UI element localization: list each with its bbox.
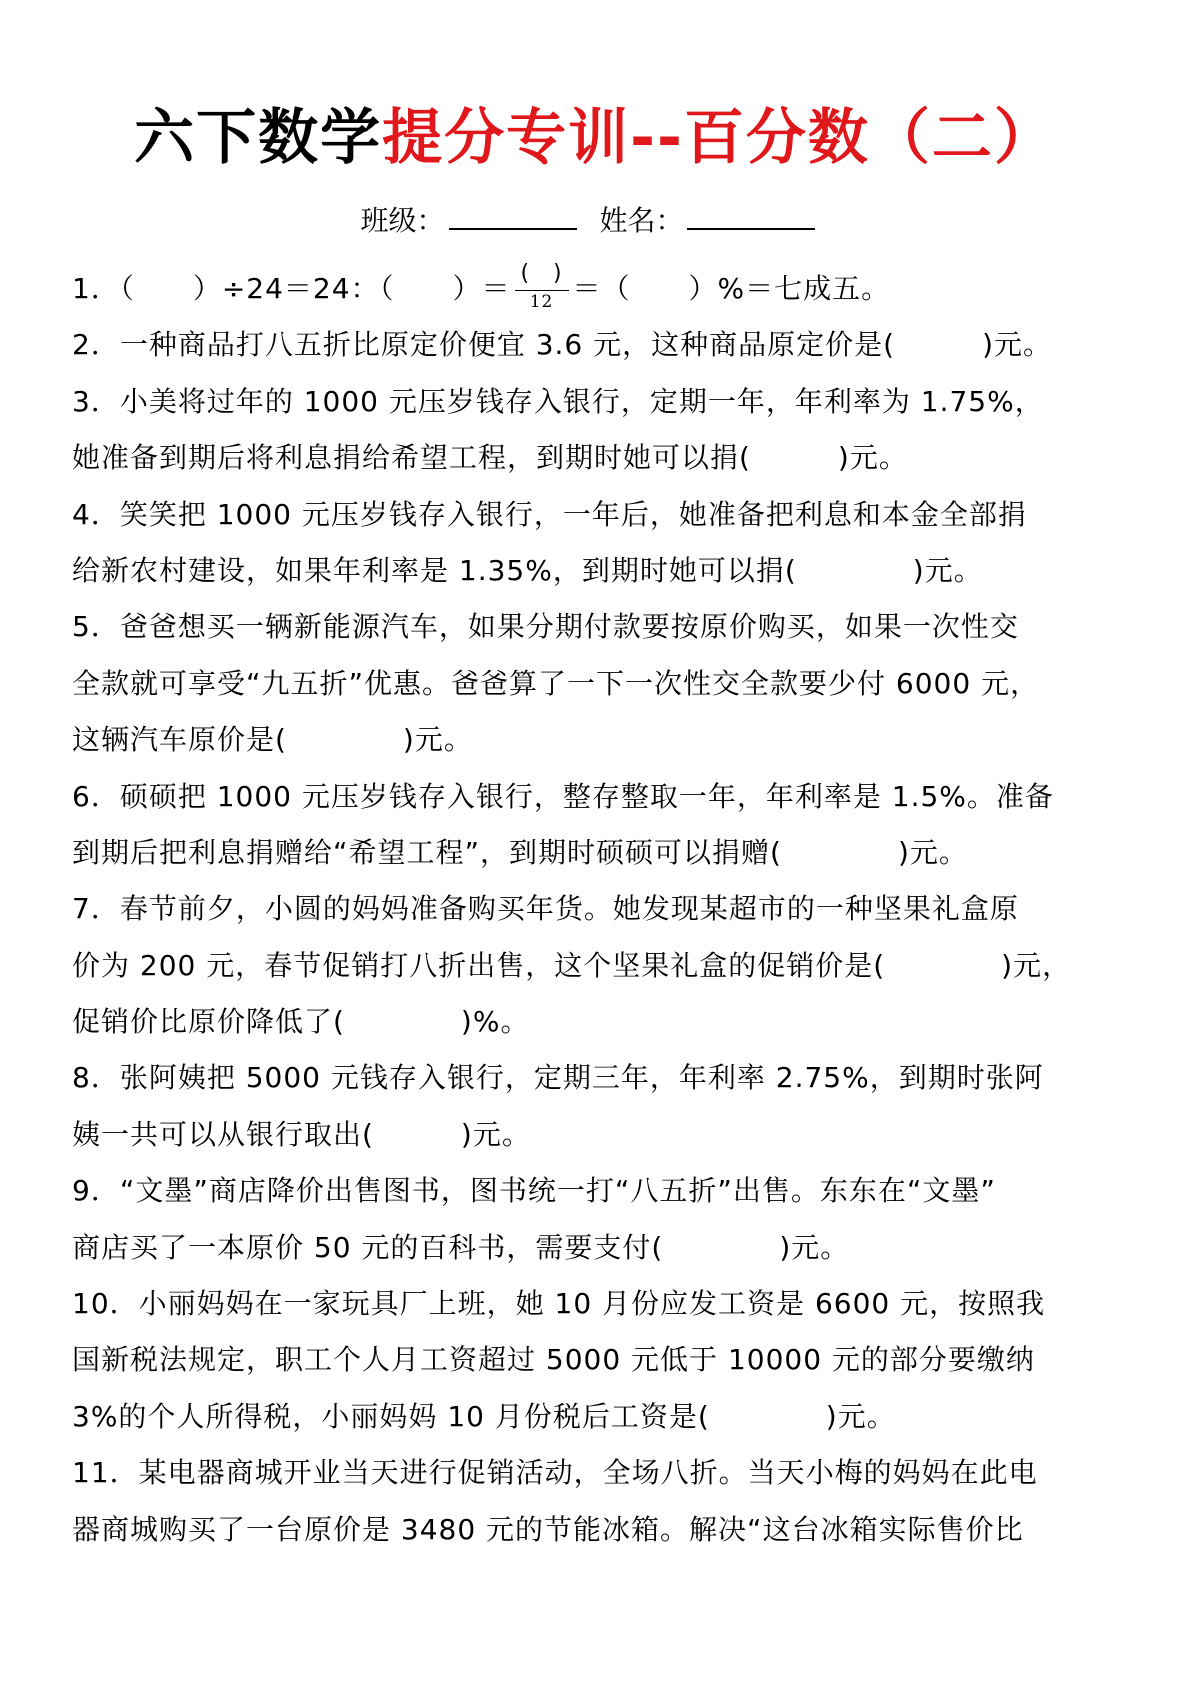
question-line: 器商城购买了一台原价是 3480 元的节能冰箱。解决“这台冰箱实际售价比 — [72, 1512, 1024, 1546]
question-line: 2．一种商品打八五折比原定价便宜 3.6 元，这种商品原定价是( )元。 — [72, 328, 1052, 362]
title-red-part: 提分专训--百分数（二） — [382, 103, 1056, 173]
question-line: 3．小美将过年的 1000 元压岁钱存入银行，定期一年，年利率为 1.75%， — [72, 384, 1044, 418]
question-line: 9．“文墨”商店降价出售图书，图书统一打“八五折”出售。东东在“文墨” — [72, 1174, 996, 1208]
fraction-numerator: ( ) — [520, 261, 563, 286]
question-line: 8．张阿姨把 5000 元钱存入银行，定期三年，年利率 2.75%，到期时张阿 — [72, 1061, 1044, 1095]
question-line: 3%的个人所得税，小丽妈妈 10 月份税后工资是( )元。 — [72, 1399, 896, 1433]
page-title — [0, 96, 1190, 180]
question-line: 7．春节前夕，小圆的妈妈准备购买年货。她发现某超市的一种坚果礼盒原 — [72, 892, 1019, 926]
question-line: 给新农村建设，如果年利率是 1.35%，到期时她可以捐( )元。 — [72, 553, 983, 587]
question-line: 促销价比原价降低了( )%。 — [72, 1005, 530, 1039]
q1-text-before: 1．（ ）÷24＝24：（ ）＝ — [72, 272, 511, 305]
name-label: 姓名： — [599, 204, 684, 237]
q1-fraction — [511, 261, 573, 317]
question-line: 10．小丽妈妈在一家玩具厂上班，她 10 月份应发工资是 6600 元，按照我 — [72, 1287, 1046, 1321]
question-line: 姨一共可以从银行取出( )元。 — [72, 1117, 531, 1151]
question-line: 国新税法规定，职工个人月工资超过 5000 元低于 10000 元的部分要缴纳 — [72, 1343, 1035, 1377]
student-info-row — [0, 200, 1190, 241]
question-list — [72, 261, 1122, 1558]
name-blank[interactable] — [687, 200, 815, 230]
class-label: 班级： — [360, 204, 445, 237]
question-1 — [72, 261, 1122, 317]
question-line: 11．某电器商城开业当天进行促销活动，全场八折。当天小梅的妈妈在此电 — [72, 1456, 1038, 1490]
class-blank[interactable] — [449, 200, 577, 230]
question-line: 4．笑笑把 1000 元压岁钱存入银行，一年后，她准备把利息和本金全部捐 — [72, 497, 1027, 531]
question-line: 5．爸爸想买一辆新能源汽车，如果分期付款要按原价购买，如果一次性交 — [72, 610, 1019, 644]
question-line: 价为 200 元，春节促销打八折出售，这个坚果礼盒的促销价是( )元， — [72, 948, 1072, 982]
question-line: 她准备到期后将利息捐给希望工程，到期时她可以捐( )元。 — [72, 441, 908, 475]
title-black-part: 六下数学 — [134, 103, 383, 173]
question-line: 商店买了一本原价 50 元的百科书，需要支付( )元。 — [72, 1230, 850, 1264]
q1-text-after: ＝（ ）%＝七成五。 — [572, 272, 891, 305]
question-line: 全款就可享受“九五折”优惠。爸爸算了一下一次性交全款要少付 6000 元， — [72, 666, 1040, 700]
question-line: 6．硕硕把 1000 元压岁钱存入银行，整存整取一年，年利率是 1.5%。准备 — [72, 779, 1054, 813]
question-line: 到期后把利息捐赠给“希望工程”，到期时硕硕可以捐赠( )元。 — [72, 835, 968, 869]
fraction-denominator: 12 — [529, 292, 554, 312]
question-line: 这辆汽车原价是( )元。 — [72, 723, 473, 757]
